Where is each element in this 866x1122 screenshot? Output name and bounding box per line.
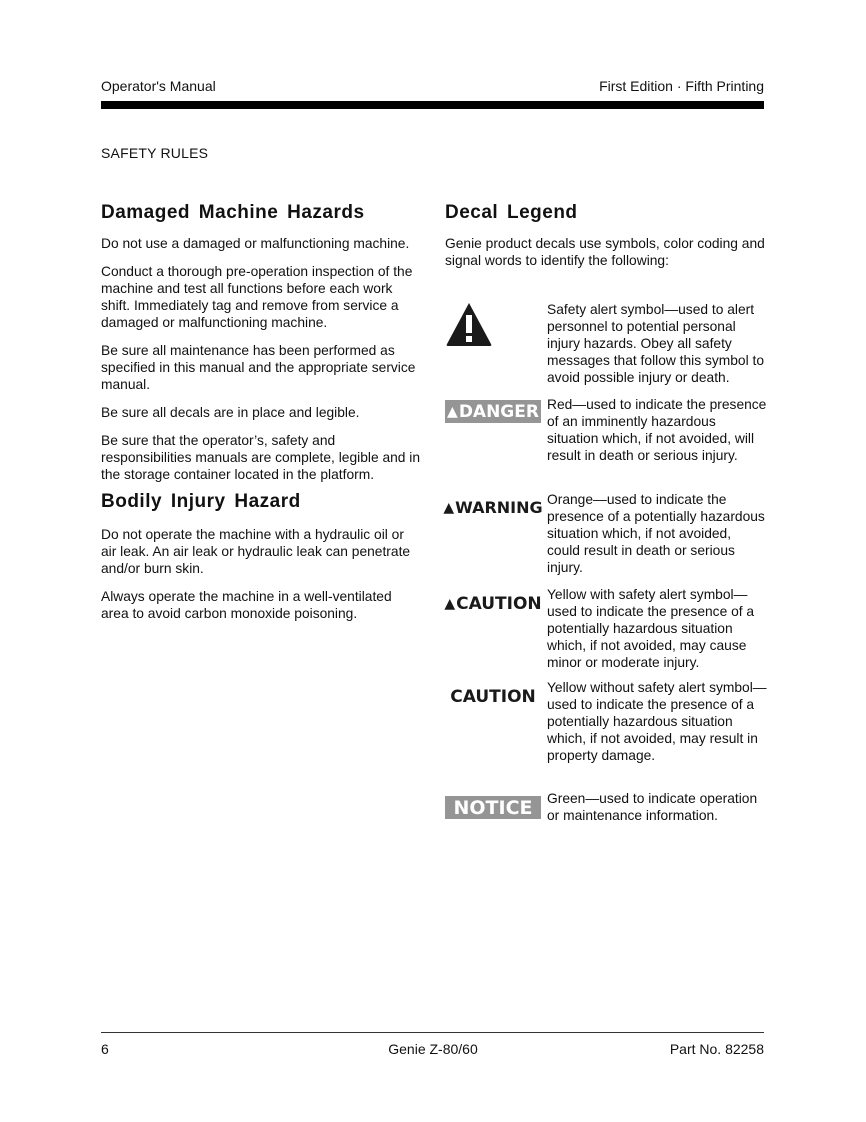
notice-sign-label: NOTICE [453,796,533,819]
bodily-paragraph-1: Do not operate the machine with a hydraulic oil or air leak. An air leak or hydraulic leak can penetrate and/or burn skin. [101,527,411,576]
right-column [445,200,765,269]
decal-text-safety-alert: Safety alert symbol—used to alert personnel to potential personal injury hazards. Obey all safety messages that follow this symbol to avoid possible injury or death. [547,302,765,385]
decal-text-warning: Orange—used to indicate the presence of a potentially hazardous situation which, if not avoided, could result in death or serious injury. [547,492,765,575]
warning-sign-icon: ▲ WARNING [443,498,543,517]
damaged-paragraph-1: Do not use a damaged or malfunctioning machine. [101,236,410,251]
bodily-paragraph-2: Always operate the machine in a well-ventilated area to avoid carbon monoxide poisoning. [101,589,392,621]
damaged-paragraph-4: Be sure all decals are in place and legible. [101,405,360,420]
damaged-machine-heading: Damaged Machine Hazards [101,202,365,223]
decal-legend-intro: Genie product decals use symbols, color coding and signal words to identify the following: [445,236,765,268]
caution-sign-icon [445,685,541,708]
footer-part-number: Part No. 82258 [669,1041,764,1057]
footer-page-number: 6 [101,1041,109,1057]
caution-sign-label: CAUTION [450,686,536,707]
left-column [101,200,421,622]
section-label: SAFETY RULES [101,145,209,161]
damaged-paragraph-5: Be sure that the operator’s, safety and responsibilities manuals are complete, legible and in the storage container located in the platform. [101,433,421,482]
notice-sign-icon [445,796,541,819]
bodily-injury-heading: Bodily Injury Hazard [101,491,301,512]
damaged-paragraph-2: Conduct a thorough pre-operation inspection of the machine and test all functions before each work shift. Immediately tag and remove from service a damaged or malfunctioning machine. [101,264,413,330]
header-manual-title: Operator's Manual [101,78,216,94]
header-rule [101,101,764,109]
caution-alert-sign-label: CAUTION [456,593,542,614]
warning-sign-label: WARNING [455,498,543,517]
decal-legend-heading: Decal Legend [445,202,578,223]
decal-text-danger: Red—used to indicate the presence of an imminently hazardous situation which, if not avoided, will result in death or serious injury. [547,397,767,463]
footer-rule [101,1032,764,1033]
decal-text-caution-alert: Yellow with safety alert symbol—used to indicate the presence of a potentially hazardous situation which, if not avoided, may cause minor or moderate injury. [547,587,755,670]
decal-text-caution: Yellow without safety alert symbol—used to indicate the presence of a potentially hazardous situation which, if not avoided, may result in property damage. [547,680,767,763]
header-edition: First Edition · Fifth Printing [599,78,764,94]
footer-model: Genie Z-80/60 [388,1041,478,1057]
caution-alert-sign-icon: ▲ CAUTION [444,593,542,614]
safety-alert-triangle-icon [445,301,493,352]
decal-text-notice: Green—used to indicate operation or maintenance information. [547,791,758,823]
damaged-paragraph-3: Be sure all maintenance has been performed as specified in this manual and the appropriate service manual. [101,343,416,392]
danger-sign-label: DANGER [458,401,539,422]
danger-sign-icon: ▲ DANGER [445,400,541,423]
